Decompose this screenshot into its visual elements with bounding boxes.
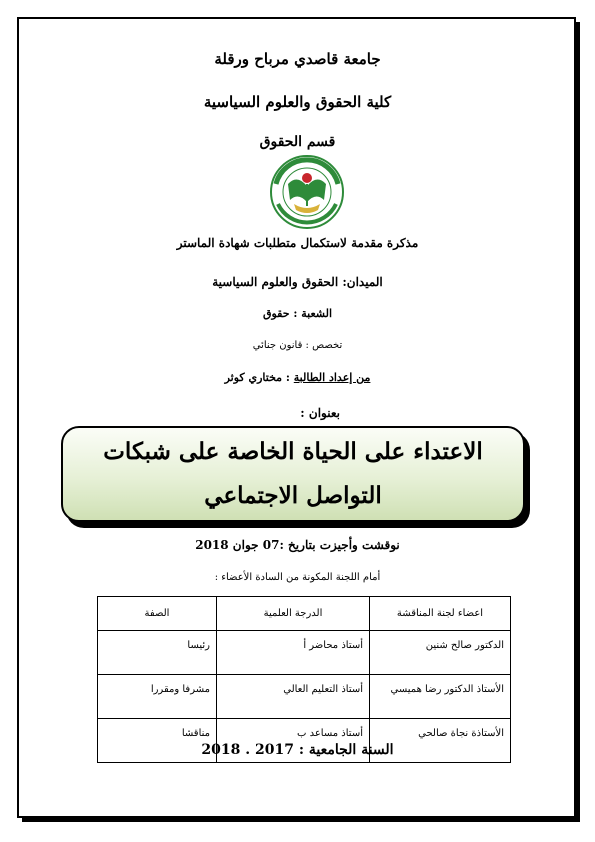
- student-label: من إعداد الطالبة: [293, 371, 371, 384]
- department-name: قسم الحقوق: [259, 134, 336, 150]
- member-rank: أستاذ التعليم العالي: [217, 675, 370, 719]
- member-role: مناقشا: [98, 719, 217, 763]
- specialty-line: تخصص : قانون جنائي: [252, 340, 343, 351]
- university-name: جامعة قاصدي مرباح ورقلة: [214, 50, 381, 68]
- header-members: اعضاء لجنة المناقشة: [370, 597, 511, 631]
- faculty-name: كلية الحقوق والعلوم السياسية: [203, 93, 392, 111]
- table-row: [98, 675, 511, 719]
- member-rank: أستاذ مساعد ب: [217, 719, 370, 763]
- student-line: [30, 371, 565, 384]
- branch-line: الشعبة : حقوق: [262, 307, 333, 320]
- defense-date: نوقشت وأجيزت بتاريخ :07 جوان 2018: [195, 538, 400, 552]
- university-logo: [264, 154, 350, 230]
- member-name: الدكتور صالح شنين: [370, 631, 511, 675]
- page-border-shadow-right: [576, 22, 580, 822]
- student-name: : مختاري كوثر: [224, 371, 294, 384]
- page-border-shadow-bottom: [22, 818, 580, 822]
- thesis-title: الاعتداء على الحياة الخاصة على شبكات التواصل الاجتماعي: [103, 438, 483, 509]
- table-row: [98, 631, 511, 675]
- member-name: الأستاذ الدكتور رضا هميسي: [370, 675, 511, 719]
- title-box: [61, 426, 525, 522]
- header-role: الصفة: [98, 597, 217, 631]
- jury-table-header: [98, 597, 511, 631]
- memo-statement: مذكرة مقدمة لاستكمال متطلبات شهادة الماستر: [176, 236, 419, 250]
- academic-year: السنة الجامعية : 2017 . 2018: [201, 742, 394, 758]
- title-label: بعنوان :: [300, 406, 340, 420]
- committee-intro: أمام اللجنة المكونة من السادة الأعضاء :: [214, 572, 381, 583]
- jury-table: [97, 596, 511, 763]
- member-name: الأستاذة نجاة صالحي: [370, 719, 511, 763]
- field-line: الميدان: الحقوق والعلوم السياسية: [212, 275, 383, 289]
- member-role: مشرفا ومقررا: [98, 675, 217, 719]
- member-rank: أستاذ محاضر أ: [217, 631, 370, 675]
- header-rank: الدرجة العلمية: [217, 597, 370, 631]
- member-role: رئيسا: [98, 631, 217, 675]
